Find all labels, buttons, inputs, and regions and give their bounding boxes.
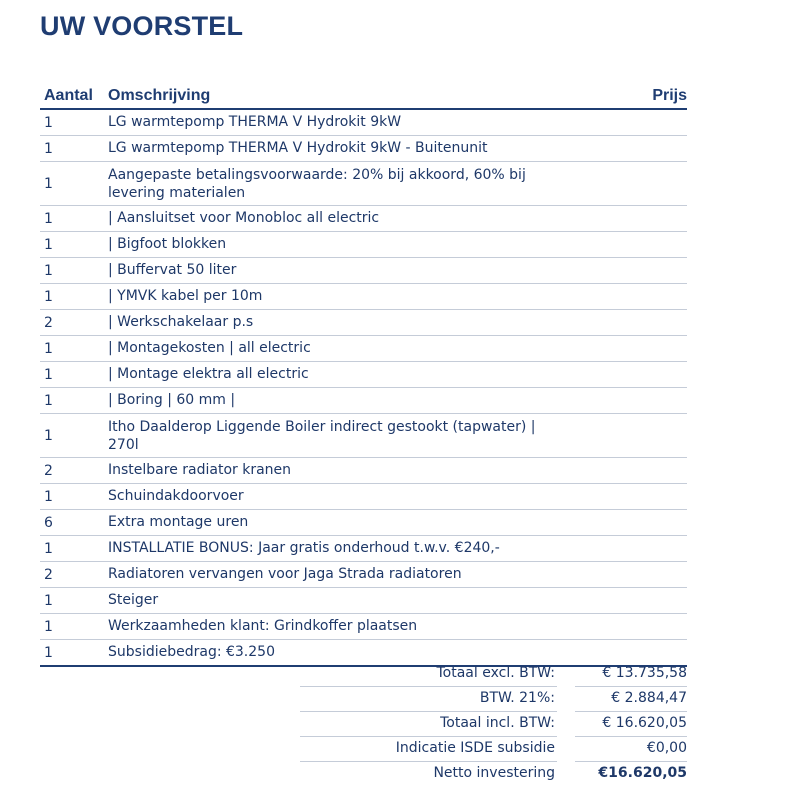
table-header bbox=[40, 84, 687, 110]
row-qty: 1 bbox=[44, 288, 53, 305]
row-qty: 1 bbox=[44, 114, 53, 131]
table-row bbox=[40, 136, 687, 162]
table-row bbox=[40, 588, 687, 614]
proposal-table bbox=[40, 84, 687, 667]
row-qty: 1 bbox=[44, 210, 53, 227]
row-description: | Buffervat 50 liter bbox=[108, 262, 237, 278]
table-row bbox=[40, 414, 687, 458]
row-description: | Bigfoot blokken bbox=[108, 236, 227, 252]
column-header-qty: Aantal bbox=[44, 87, 93, 104]
row-description: Itho Daalderop Liggende Boiler indirect gestookt (tapwater) | 270l bbox=[108, 419, 536, 453]
totals-section bbox=[0, 662, 687, 787]
table-row bbox=[40, 510, 687, 536]
row-qty: 2 bbox=[44, 566, 53, 583]
table-row bbox=[40, 362, 687, 388]
net-investment-row bbox=[0, 762, 687, 787]
row-description: | Boring | 60 mm | bbox=[108, 392, 236, 408]
row-qty: 1 bbox=[44, 540, 53, 557]
table-row bbox=[40, 162, 687, 206]
row-qty: 6 bbox=[44, 514, 53, 531]
row-qty: 1 bbox=[44, 427, 53, 444]
table-row bbox=[40, 484, 687, 510]
vat-value: € 2.884,47 bbox=[611, 690, 687, 706]
table-row bbox=[40, 258, 687, 284]
table-row bbox=[40, 206, 687, 232]
row-qty: 1 bbox=[44, 644, 53, 661]
row-qty: 1 bbox=[44, 340, 53, 357]
row-qty: 1 bbox=[44, 392, 53, 409]
row-description: | Werkschakelaar p.s bbox=[108, 314, 254, 330]
table-row bbox=[40, 110, 687, 136]
vat-row bbox=[0, 687, 687, 712]
row-description: LG warmtepomp THERMA V Hydrokit 9kW bbox=[108, 114, 402, 130]
column-header-price: Prijs bbox=[652, 87, 687, 104]
row-description: | YMVK kabel per 10m bbox=[108, 288, 263, 304]
total-excl-vat-value: € 13.735,58 bbox=[602, 665, 687, 681]
table-row bbox=[40, 336, 687, 362]
table-row bbox=[40, 562, 687, 588]
table-row bbox=[40, 310, 687, 336]
vat-label: BTW. 21%: bbox=[479, 690, 555, 706]
row-description: INSTALLATIE BONUS: Jaar gratis onderhoud t.w.v. €240,- bbox=[108, 540, 500, 556]
row-qty: 1 bbox=[44, 262, 53, 279]
row-qty: 1 bbox=[44, 618, 53, 635]
row-qty: 1 bbox=[44, 366, 53, 383]
isde-subsidy-value: €0,00 bbox=[646, 740, 687, 756]
row-description: Subsidiebedrag: €3.250 bbox=[108, 644, 275, 660]
table-row bbox=[40, 232, 687, 258]
total-incl-vat-value: € 16.620,05 bbox=[602, 715, 687, 731]
row-description: Radiatoren vervangen voor Jaga Strada radiatoren bbox=[108, 566, 462, 582]
row-description: Extra montage uren bbox=[108, 514, 249, 530]
table-row bbox=[40, 614, 687, 640]
row-qty: 1 bbox=[44, 236, 53, 253]
table-row bbox=[40, 458, 687, 484]
row-qty: 1 bbox=[44, 592, 53, 609]
net-investment-value: €16.620,05 bbox=[598, 765, 687, 781]
isde-subsidy-row bbox=[0, 737, 687, 762]
table-row bbox=[40, 284, 687, 310]
row-description: Schuindakdoorvoer bbox=[108, 488, 244, 504]
table-row bbox=[40, 388, 687, 414]
isde-subsidy-label: Indicatie ISDE subsidie bbox=[395, 740, 555, 756]
table-row bbox=[40, 536, 687, 562]
net-investment-label: Netto investering bbox=[433, 765, 555, 781]
column-header-description: Omschrijving bbox=[108, 87, 211, 104]
row-description: | Aansluitset voor Monobloc all electric bbox=[108, 210, 380, 226]
total-incl-vat-row bbox=[0, 712, 687, 737]
row-description: Steiger bbox=[108, 592, 159, 608]
row-description: Aangepaste betalingsvoorwaarde: 20% bij akkoord, 60% bij levering materialen bbox=[108, 167, 526, 201]
page-title: UW VOORSTEL bbox=[40, 11, 244, 41]
row-qty: 1 bbox=[44, 488, 53, 505]
row-qty: 1 bbox=[44, 140, 53, 157]
row-description: LG warmtepomp THERMA V Hydrokit 9kW - Buitenunit bbox=[108, 140, 488, 156]
row-description: | Montage elektra all electric bbox=[108, 366, 309, 382]
row-description: Werkzaamheden klant: Grindkoffer plaatsen bbox=[108, 618, 418, 634]
total-incl-vat-label: Totaal incl. BTW: bbox=[440, 715, 555, 731]
total-excl-vat-label: Totaal excl. BTW: bbox=[436, 665, 555, 681]
table-body bbox=[40, 110, 687, 667]
row-qty: 2 bbox=[44, 462, 53, 479]
row-description: | Montagekosten | all electric bbox=[108, 340, 311, 356]
row-qty: 2 bbox=[44, 314, 53, 331]
total-excl-vat-row bbox=[0, 662, 687, 687]
row-qty: 1 bbox=[44, 175, 53, 192]
row-description: Instelbare radiator kranen bbox=[108, 462, 292, 478]
